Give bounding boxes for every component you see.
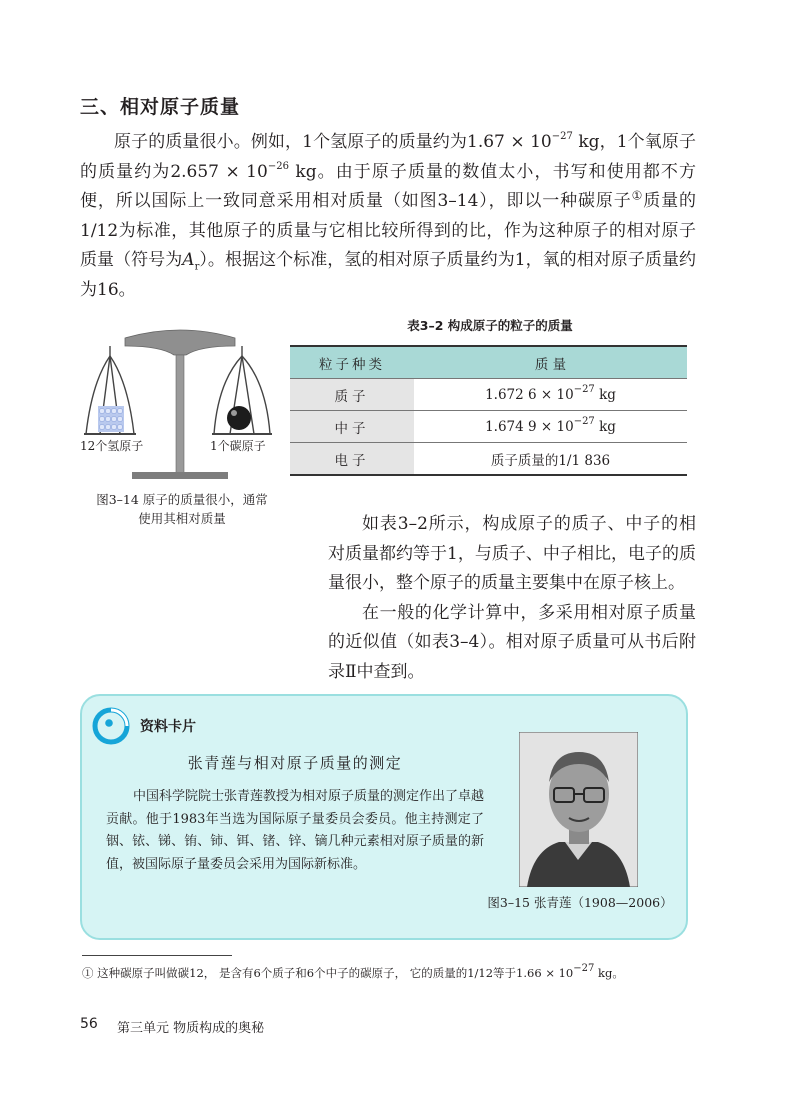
table-title: 表3–2 构成原子的粒子的质量 xyxy=(407,318,573,333)
body-paragraphs xyxy=(328,510,696,687)
table-row: 中子 1.674 $9 \times 10^{-27}$ kg xyxy=(290,411,687,443)
photo-caption: 图3–15 张青莲（1908—2006） xyxy=(487,895,673,910)
table-row: 电子 质子质量的1/1 836 xyxy=(290,443,687,476)
carbon-label: 1个碳原子 xyxy=(210,439,266,453)
footnote-mark: ① xyxy=(631,188,644,203)
portrait-photo xyxy=(519,732,638,887)
footnote-divider xyxy=(82,955,232,956)
intro-paragraph: 原子的质量很小。例如，1个氢原子的质量约为$1.67 \times 10^{-27}$ kg，1个氧原子的质量约为$2.657 \times 10^{-26}$ kg。由于原子质量的数值太小，书写和使用都不方便，所以国际上一致同意采用相对质量（如图3–14），即以一种碳原子①质量的1/12为标准，其他原子的质量与它相比较所得到的比，作为这种原子的相对原子质量（符号为$A_r$）。根据这个标准，氢的相对原子质量约为1，氧的相对原子质量约为16。 xyxy=(80,131,697,300)
table-header-row xyxy=(290,346,687,379)
paragraph-2: 如表3–2所示，构成原子的质子、中子的相对质量都约等于1，与质子、中子相比，电子的质量很小，整个原子的质量主要集中在原子核上。 xyxy=(328,514,696,593)
info-card-label: 资料卡片 xyxy=(140,719,196,735)
hydrogen-atoms-icon xyxy=(98,406,124,432)
info-card-title: 张青莲与相对原子质量的测定 xyxy=(187,754,403,772)
chapter-title: 第三单元 物质构成的奥秘 xyxy=(117,1021,265,1036)
page-number: 56 xyxy=(80,1016,98,1032)
table-row: 质子 1.672 $6 \times 10^{-27}$ kg xyxy=(290,379,687,411)
carbon-atom-icon xyxy=(227,406,251,430)
footnote: ① 这种碳原子叫做碳12， 是含有6个质子和6个中子的碳原子， 它的质量的1/12等于$1.66 \times 10^{-27}$ kg。 xyxy=(82,963,624,980)
header-particle-type: 粒子种类 xyxy=(290,346,414,379)
info-card-text: 中国科学院院士张青莲教授为相对原子质量的测定作出了卓越贡献。他于1983年当选为国际原子量委员会委员。他主持测定了铟、铱、锑、铕、铈、铒、锗、锌、镝几种元素相对原子质量的新值，被国际原子量委员会采用为国际新标准。 xyxy=(106,789,485,872)
balance-scale-figure xyxy=(80,322,280,482)
info-card-icon xyxy=(92,707,130,745)
particle-mass-table xyxy=(290,345,687,476)
header-mass: 质 量 xyxy=(414,346,687,379)
paragraph-3: 在一般的化学计算中，多采用相对原子质量的近似值（如表3–4）。相对原子质量可从书后附录Ⅱ中查到。 xyxy=(328,602,696,682)
hydrogen-label: 12个氢原子 xyxy=(80,439,144,453)
section-title: 三、相对原子质量 xyxy=(80,96,241,118)
figure-caption: 图3–14 原子的质量很小，通常 使用其相对质量 xyxy=(96,492,268,526)
